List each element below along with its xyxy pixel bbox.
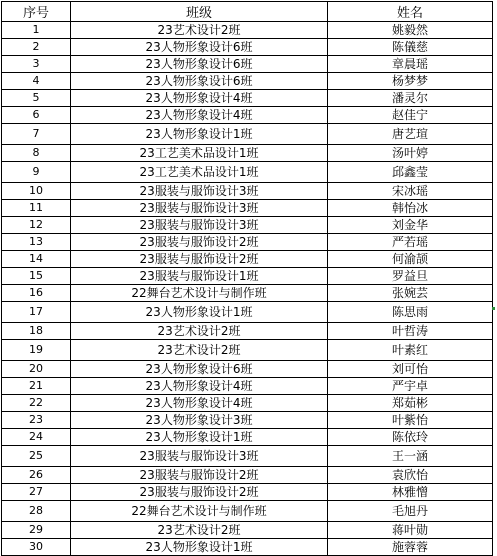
cell-seq[interactable]: 7 (2, 124, 71, 145)
cell-class[interactable]: 23人物形象设计6班 (71, 73, 328, 90)
table-row (2, 501, 493, 522)
cell-name[interactable]: 王一涵 (328, 446, 493, 467)
cell-name[interactable]: 袁欣怡 (328, 467, 493, 484)
header-name[interactable]: 姓名 (328, 2, 493, 22)
cell-name[interactable]: 张婉芸 (328, 285, 493, 302)
cell-class[interactable]: 23艺术设计2班 (71, 22, 328, 39)
cell-name[interactable]: 施蓉蓉 (328, 539, 493, 556)
table-row (2, 22, 493, 39)
cell-class[interactable]: 23人物形象设计4班 (71, 107, 328, 124)
table-row (2, 200, 493, 217)
cell-seq[interactable]: 18 (2, 323, 71, 340)
cell-seq[interactable]: 5 (2, 90, 71, 107)
cell-seq[interactable]: 22 (2, 395, 71, 412)
cell-class[interactable]: 23人物形象设计3班 (71, 412, 328, 429)
table-row (2, 90, 493, 107)
cell-seq[interactable]: 3 (2, 56, 71, 73)
table-row (2, 285, 493, 302)
cell-class[interactable]: 23服装与服饰设计1班 (71, 268, 328, 285)
cell-name[interactable]: 刘金华 (328, 217, 493, 234)
cell-class[interactable]: 23工艺美术品设计1班 (71, 145, 328, 162)
cell-class[interactable]: 23人物形象设计6班 (71, 39, 328, 56)
cell-name[interactable]: 叶紫怡 (328, 412, 493, 429)
cell-class[interactable]: 23艺术设计2班 (71, 323, 328, 340)
cell-class[interactable]: 23服装与服饰设计3班 (71, 183, 328, 200)
cell-seq[interactable]: 27 (2, 484, 71, 501)
cell-seq[interactable]: 11 (2, 200, 71, 217)
cell-class[interactable]: 23人物形象设计6班 (71, 361, 328, 378)
cell-name[interactable]: 何渝颉 (328, 251, 493, 268)
table-row (2, 467, 493, 484)
cell-seq[interactable]: 6 (2, 107, 71, 124)
cell-name[interactable]: 罗益旦 (328, 268, 493, 285)
student-table (1, 1, 493, 556)
cell-name[interactable]: 赵佳宁 (328, 107, 493, 124)
cell-class[interactable]: 23服装与服饰设计2班 (71, 484, 328, 501)
cell-name[interactable]: 潘灵尔 (328, 90, 493, 107)
cell-seq[interactable]: 8 (2, 145, 71, 162)
cell-class[interactable]: 23服装与服饰设计2班 (71, 251, 328, 268)
cell-name[interactable]: 叶素红 (328, 340, 493, 361)
cell-seq[interactable]: 25 (2, 446, 71, 467)
table-row (2, 302, 493, 323)
cell-seq[interactable]: 20 (2, 361, 71, 378)
header-row (2, 2, 493, 22)
table-body (2, 22, 493, 556)
cell-class[interactable]: 23人物形象设计4班 (71, 90, 328, 107)
cell-class[interactable]: 22舞台艺术设计与制作班 (71, 501, 328, 522)
cell-seq[interactable]: 13 (2, 234, 71, 251)
cell-seq[interactable]: 16 (2, 285, 71, 302)
cell-seq[interactable]: 15 (2, 268, 71, 285)
table-row (2, 539, 493, 556)
table-row (2, 56, 493, 73)
cell-class[interactable]: 23艺术设计2班 (71, 522, 328, 539)
cell-class[interactable]: 23服装与服饰设计3班 (71, 200, 328, 217)
table-row (2, 323, 493, 340)
cell-seq[interactable]: 28 (2, 501, 71, 522)
table-row (2, 361, 493, 378)
cell-name[interactable]: 唐艺瑄 (328, 124, 493, 145)
table-row (2, 162, 493, 183)
table-row (2, 522, 493, 539)
cell-seq[interactable]: 26 (2, 467, 71, 484)
table-row (2, 39, 493, 56)
cell-name[interactable]: 陈思雨 (328, 302, 493, 323)
cell-name[interactable]: 严宇卓 (328, 378, 493, 395)
cell-name[interactable]: 蒋叶勋 (328, 522, 493, 539)
cell-name[interactable]: 陈依玲 (328, 429, 493, 446)
cell-seq[interactable]: 9 (2, 162, 71, 183)
cell-class[interactable]: 23人物形象设计1班 (71, 124, 328, 145)
cell-seq[interactable]: 2 (2, 39, 71, 56)
cell-name[interactable]: 毛旭丹 (328, 501, 493, 522)
table-row (2, 412, 493, 429)
table-row (2, 395, 493, 412)
table-row (2, 378, 493, 395)
cell-seq[interactable]: 1 (2, 22, 71, 39)
cell-seq[interactable]: 21 (2, 378, 71, 395)
table-row (2, 429, 493, 446)
cell-class[interactable]: 23服装与服饰设计2班 (71, 467, 328, 484)
table-row (2, 484, 493, 501)
cell-class[interactable]: 23人物形象设计1班 (71, 429, 328, 446)
table-row (2, 217, 493, 234)
cell-seq[interactable]: 29 (2, 522, 71, 539)
cell-name[interactable]: 严若瑶 (328, 234, 493, 251)
cell-seq[interactable]: 19 (2, 340, 71, 361)
cell-cursor-marker (492, 307, 495, 310)
table-row (2, 251, 493, 268)
cell-class[interactable]: 23服装与服饰设计3班 (71, 217, 328, 234)
table-row (2, 340, 493, 361)
cell-class[interactable]: 23人物形象设计4班 (71, 378, 328, 395)
cell-class[interactable]: 23人物形象设计4班 (71, 395, 328, 412)
cell-name[interactable]: 杨梦梦 (328, 73, 493, 90)
cell-name[interactable]: 章晨瑶 (328, 56, 493, 73)
cell-class[interactable]: 23服装与服饰设计3班 (71, 446, 328, 467)
table-row (2, 183, 493, 200)
cell-class[interactable]: 23服装与服饰设计2班 (71, 234, 328, 251)
cell-name[interactable]: 林雅憎 (328, 484, 493, 501)
cell-name[interactable]: 邱鑫莹 (328, 162, 493, 183)
cell-name[interactable]: 宋冰瑶 (328, 183, 493, 200)
cell-seq[interactable]: 30 (2, 539, 71, 556)
cell-name[interactable]: 汤叶婷 (328, 145, 493, 162)
cell-seq[interactable]: 10 (2, 183, 71, 200)
cell-class[interactable]: 23艺术设计2班 (71, 340, 328, 361)
cell-name[interactable]: 郑茹彬 (328, 395, 493, 412)
cell-seq[interactable]: 14 (2, 251, 71, 268)
table-row (2, 145, 493, 162)
cell-class[interactable]: 23工艺美术品设计1班 (71, 162, 328, 183)
cell-name[interactable]: 韩怡冰 (328, 200, 493, 217)
cell-seq[interactable]: 24 (2, 429, 71, 446)
table-row (2, 124, 493, 145)
cell-seq[interactable]: 4 (2, 73, 71, 90)
cell-seq[interactable]: 23 (2, 412, 71, 429)
cell-class[interactable]: 22舞台艺术设计与制作班 (71, 285, 328, 302)
table-row (2, 107, 493, 124)
cell-name[interactable]: 刘可怡 (328, 361, 493, 378)
cell-name[interactable]: 陈儀慈 (328, 39, 493, 56)
cell-seq[interactable]: 12 (2, 217, 71, 234)
cell-name[interactable]: 叶哲涛 (328, 323, 493, 340)
table-row (2, 268, 493, 285)
cell-class[interactable]: 23人物形象设计1班 (71, 302, 328, 323)
cell-class[interactable]: 23人物形象设计6班 (71, 56, 328, 73)
table-row (2, 446, 493, 467)
header-seq[interactable]: 序号 (2, 2, 71, 22)
cell-class[interactable]: 23人物形象设计1班 (71, 539, 328, 556)
header-class[interactable]: 班级 (71, 2, 328, 22)
table-row (2, 73, 493, 90)
cell-name[interactable]: 姚毅然 (328, 22, 493, 39)
table-row (2, 234, 493, 251)
cell-seq[interactable]: 17 (2, 302, 71, 323)
